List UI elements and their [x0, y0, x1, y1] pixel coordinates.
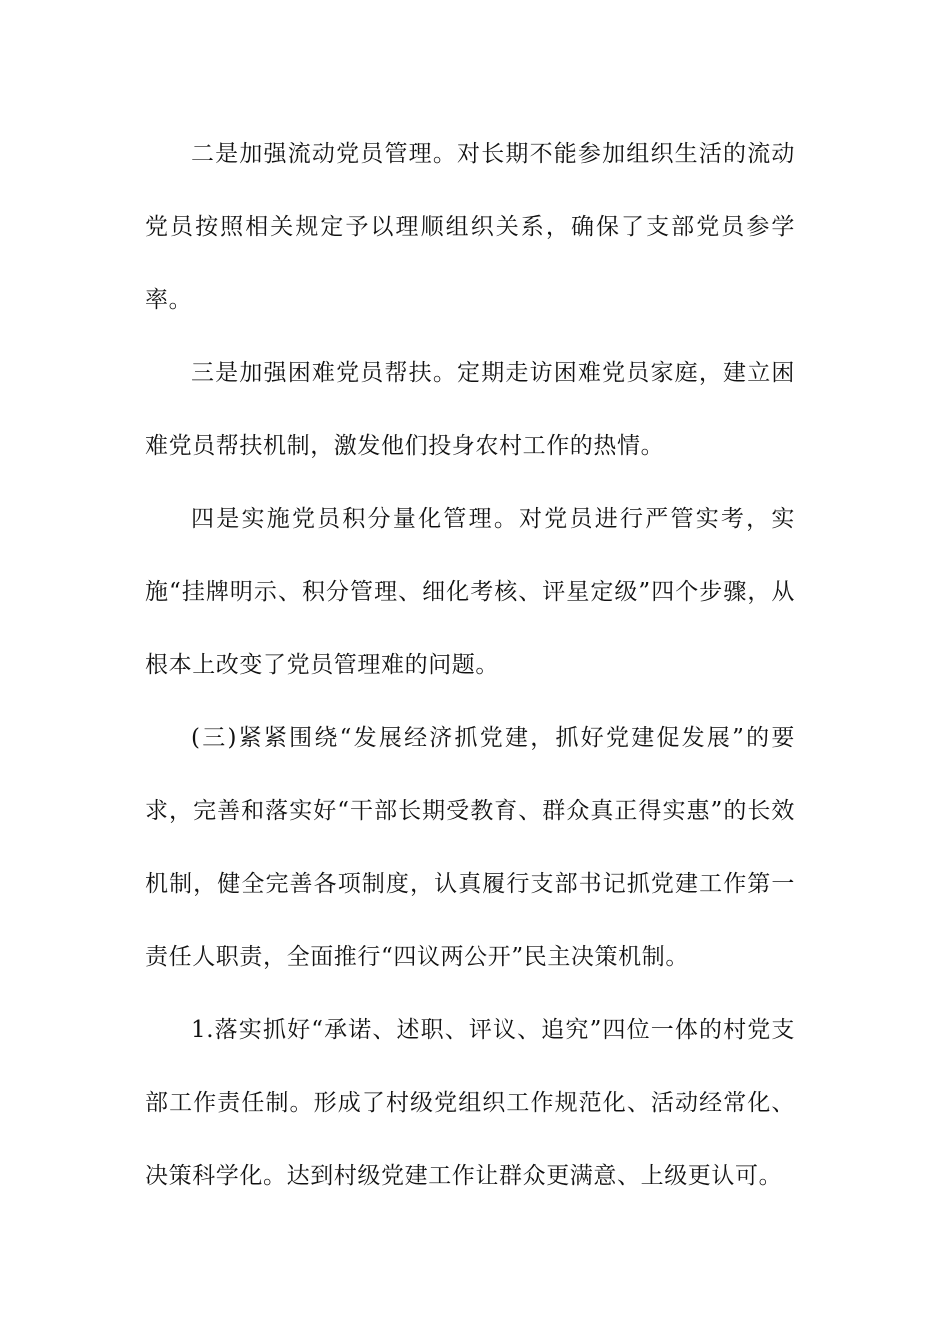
paragraph-section-three: (三)紧紧围绕“发展经济抓党建，抓好党建促发展”的要求，完善和落实好“干部长期受教育、群众真正得实惠”的长效机制，健全完善各项制度，认真履行支部书记抓党建工作第一责任人职责，全面推行“四议两公开”民主决策机制。 [145, 725, 795, 970]
paragraph-points-management: 四是实施党员积分量化管理。对党员进行严管实考，实施“挂牌明示、积分管理、细化考核、评星定级”四个步骤，从根本上改变了党员管理难的问题。 [145, 506, 795, 678]
paragraph-item-one: 1.落实抓好“承诺、述职、评议、追究”四位一体的村党支部工作责任制。形成了村级党组织工作规范化、活动经常化、决策科学化。达到村级党建工作让群众更满意、上级更认可。 [145, 1017, 795, 1189]
paragraph-needy-members: 三是加强困难党员帮扶。定期走访困难党员家庭，建立困难党员帮扶机制，激发他们投身农村工作的热情。 [145, 360, 795, 459]
document-body [145, 118, 795, 1213]
paragraph-mobile-members: 二是加强流动党员管理。对长期不能参加组织生活的流动党员按照相关规定予以理顺组织关系，确保了支部党员参学率。 [145, 141, 795, 313]
